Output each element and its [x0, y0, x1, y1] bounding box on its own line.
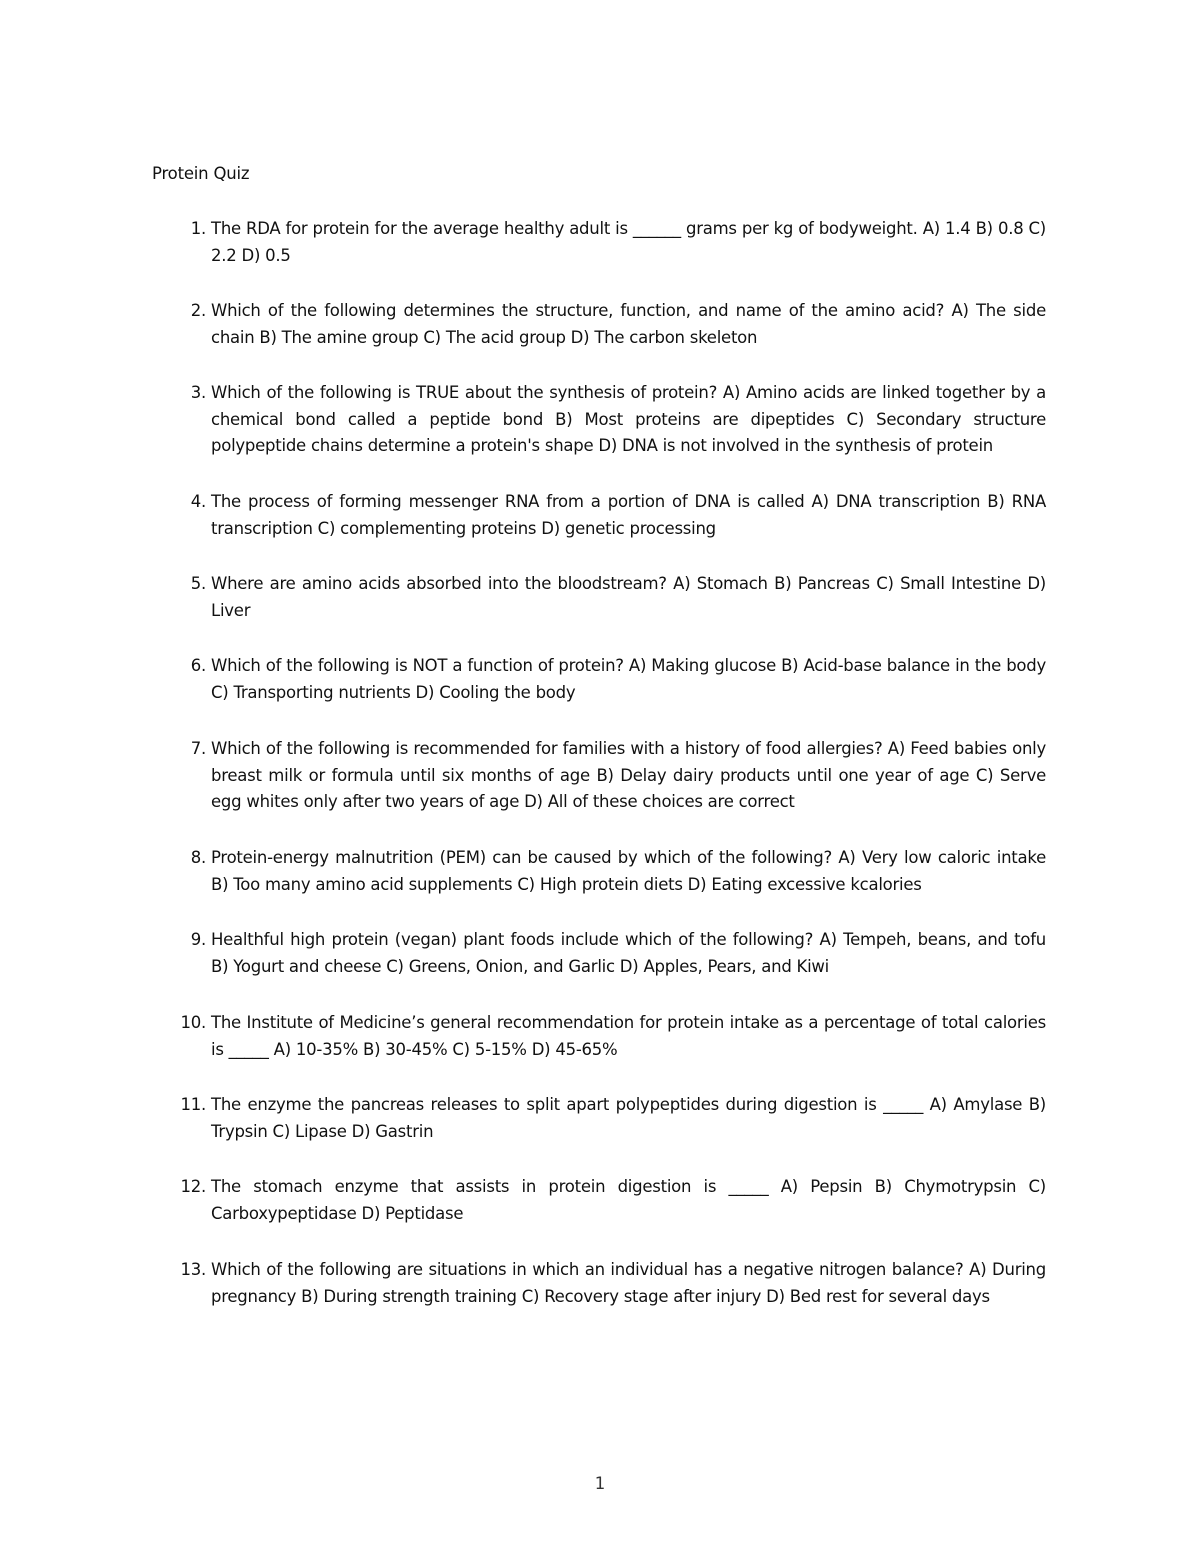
question-text: Which of the following is NOT a function of protein? A) Making glucose B) Acid-base balance in the body C) Transporting nutrients D) Cooling the body — [211, 656, 1046, 702]
question-number: 6. — [190, 656, 206, 675]
question-item — [152, 571, 1046, 624]
question-item — [152, 216, 1046, 269]
question-number: 9. — [190, 930, 206, 949]
question-number: 2. — [190, 301, 206, 320]
question-number: 3. — [190, 383, 206, 402]
page-number: 1 — [594, 1474, 606, 1493]
question-text: Which of the following is TRUE about the synthesis of protein? A) Amino acids are linked together by a chemical bond called a peptide bond B) Most proteins are dipeptides C) Secondary structure polypeptide chains determine a protein's shape D) DNA is not involved in the synthesis of protein — [211, 383, 1046, 455]
question-number: 11. — [180, 1095, 206, 1114]
question-text: Which of the following determines the structure, function, and name of the amino acid? A) The side chain B) The amine group C) The acid group D) The carbon skeleton — [211, 301, 1046, 347]
question-number: 12. — [180, 1177, 206, 1196]
question-item — [152, 380, 1046, 460]
question-text: The process of forming messenger RNA from a portion of DNA is called A) DNA transcription B) RNA transcription C) complementing proteins D) genetic processing — [211, 492, 1046, 538]
question-text: The stomach enzyme that assists in protein digestion is _____ A) Pepsin B) Chymotrypsin C) Carboxypeptidase D) Peptidase — [211, 1177, 1046, 1223]
question-number: 5. — [190, 574, 206, 593]
document-title: Protein Quiz — [152, 164, 250, 183]
question-item — [152, 489, 1046, 542]
question-text: The RDA for protein for the average healthy adult is ______ grams per kg of bodyweight. A) 1.4 B) 0.8 C) 2.2 D) 0.5 — [211, 219, 1046, 265]
question-text: Healthful high protein (vegan) plant foods include which of the following? A) Tempeh, beans, and tofu B) Yogurt and cheese C) Greens, Onion, and Garlic D) Apples, Pears, and Kiwi — [211, 930, 1046, 976]
question-text: Where are amino acids absorbed into the bloodstream? A) Stomach B) Pancreas C) Small Intestine D) Liver — [211, 574, 1046, 620]
question-number: 13. — [180, 1260, 206, 1279]
question-text: Protein-energy malnutrition (PEM) can be caused by which of the following? A) Very low caloric intake B) Too many amino acid supplements C) High protein diets D) Eating excessive kcalories — [211, 848, 1046, 894]
question-item — [152, 1010, 1046, 1063]
question-item — [152, 653, 1046, 706]
question-item — [152, 845, 1046, 898]
question-text: The Institute of Medicine’s general recommendation for protein intake as a percentage of total calories is _____ A) 10-35% B) 30-45% C) 5-15% D) 45-65% — [211, 1013, 1046, 1059]
question-item — [152, 1174, 1046, 1227]
question-item — [152, 298, 1046, 351]
question-number: 10. — [180, 1013, 206, 1032]
question-number: 7. — [190, 739, 206, 758]
question-text: Which of the following are situations in which an individual has a negative nitrogen balance? A) During pregnancy B) During strength training C) Recovery stage after injury D) Bed rest for several days — [211, 1260, 1046, 1306]
question-text: The enzyme the pancreas releases to split apart polypeptides during digestion is _____ A) Amylase B) Trypsin C) Lipase D) Gastrin — [211, 1095, 1046, 1141]
question-item — [152, 927, 1046, 980]
question-item — [152, 736, 1046, 816]
question-number: 4. — [190, 492, 206, 511]
question-number: 8. — [190, 848, 206, 867]
question-item — [152, 1257, 1046, 1310]
question-number: 1. — [190, 219, 206, 238]
question-item — [152, 1092, 1046, 1145]
question-text: Which of the following is recommended for families with a history of food allergies? A) Feed babies only breast milk or formula until six months of age B) Delay dairy products until one year of age C) Serve egg whites only after two years of age D) All of these choices are correct — [211, 739, 1046, 811]
